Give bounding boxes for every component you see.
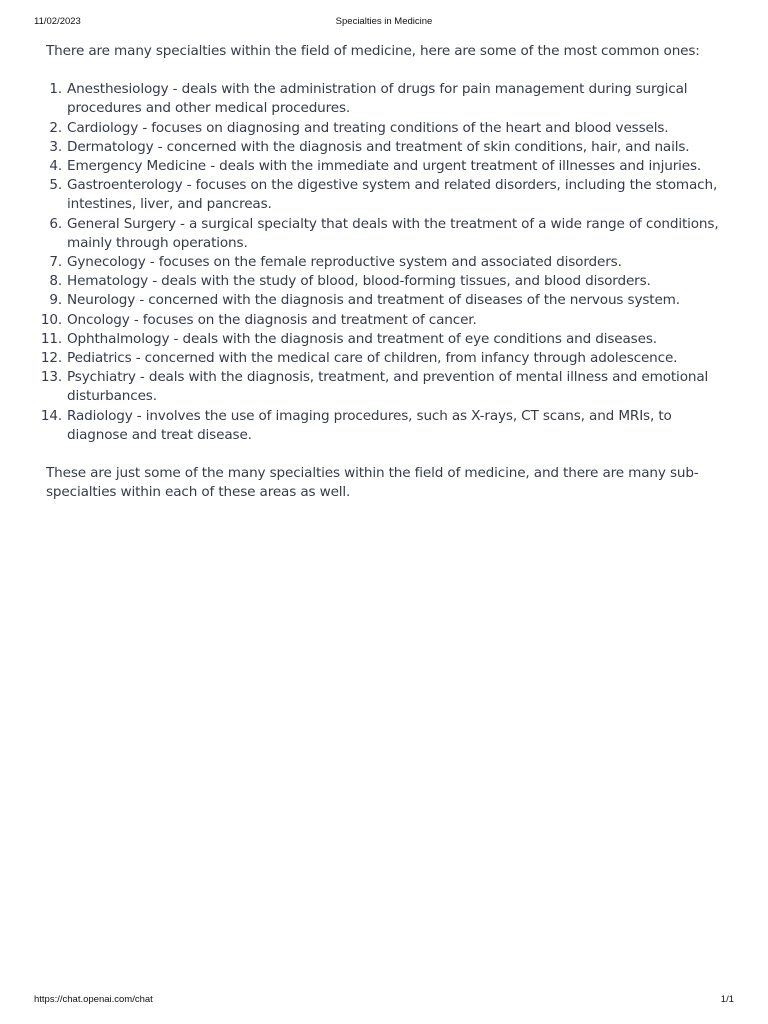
list-item [46,80,726,118]
list-item-text: Pediatrics - concerned with the medical care of children, from infancy through adolescence. [67,350,678,367]
list-item [40,349,726,368]
list-item-text: Cardiology - focuses on diagnosing and treating conditions of the heart and blood vessels. [67,119,669,136]
page-number: 1/1 [720,994,734,1005]
print-date: 11/02/2023 [34,16,81,27]
list-item [46,215,726,253]
list-item [46,253,726,272]
specialties-list [40,80,726,445]
list-item [46,138,726,157]
list-item [40,311,726,330]
conclusion-paragraph: These are just some of the many specialties within the field of medicine, and there are many sub-specialties within each of these areas as well. [46,465,699,501]
list-item-text: Hematology - deals with the study of blood, blood-forming tissues, and blood disorders. [67,273,651,290]
list-item-number: 9. [49,292,62,309]
list-item-text: Neurology - concerned with the diagnosis and treatment of diseases of the nervous system. [67,292,680,309]
list-item-number: 6. [49,215,62,232]
list-item-number: 10. [40,311,62,328]
list-item-text: Anesthesiology - deals with the administration of drugs for pain management during surgical procedures and other medical procedures. [67,81,688,117]
list-item-text: Psychiatry - deals with the diagnosis, treatment, and prevention of mental illness and emotional disturbances. [67,369,709,405]
list-item-text: Dermatology - concerned with the diagnosis and treatment of skin conditions, hair, and nails. [67,138,690,155]
list-item-text: Emergency Medicine - deals with the immediate and urgent treatment of illnesses and injuries. [67,158,702,175]
list-item-text: Gynecology - focuses on the female reproductive system and associated disorders. [67,254,622,271]
list-item [46,176,726,214]
list-item-number: 13. [40,369,62,386]
list-item-text: Gastroenterology - focuses on the digestive system and related disorders, including the stomach, intestines, liver, and pancreas. [67,177,718,213]
intro-paragraph: There are many specialties within the field of medicine, here are some of the most common ones: [46,43,700,59]
document-content [40,42,726,502]
list-item-number: 8. [49,273,62,290]
list-item-number: 12. [40,350,62,367]
list-item-number: 7. [49,254,62,271]
list-item-number: 11. [40,330,62,347]
page-title: Specialties in Medicine [335,16,433,27]
print-footer [34,994,734,1008]
list-item-number: 1. [49,81,62,98]
list-item [40,407,726,445]
list-item-number: 3. [49,138,62,155]
list-item-number: 2. [49,119,62,136]
list-item [46,291,726,310]
list-item [46,119,726,138]
page-url: https://chat.openai.com/chat [34,994,153,1005]
list-item-number: 4. [49,158,62,175]
list-item-text: General Surgery - a surgical specialty that deals with the treatment of a wide range of conditions, mainly through operations. [67,215,719,251]
list-item-text: Oncology - focuses on the diagnosis and treatment of cancer. [67,311,477,328]
list-item [40,368,726,406]
list-item-number: 5. [49,177,62,194]
list-item [46,157,726,176]
list-item-text: Ophthalmology - deals with the diagnosis and treatment of eye conditions and diseases. [67,330,657,347]
list-item-text: Radiology - involves the use of imaging procedures, such as X-rays, CT scans, and MRIs, to diagnose and treat disease. [67,407,672,443]
list-item [40,330,726,349]
list-item [46,272,726,291]
print-header [34,16,734,30]
list-item-number: 14. [40,407,62,424]
